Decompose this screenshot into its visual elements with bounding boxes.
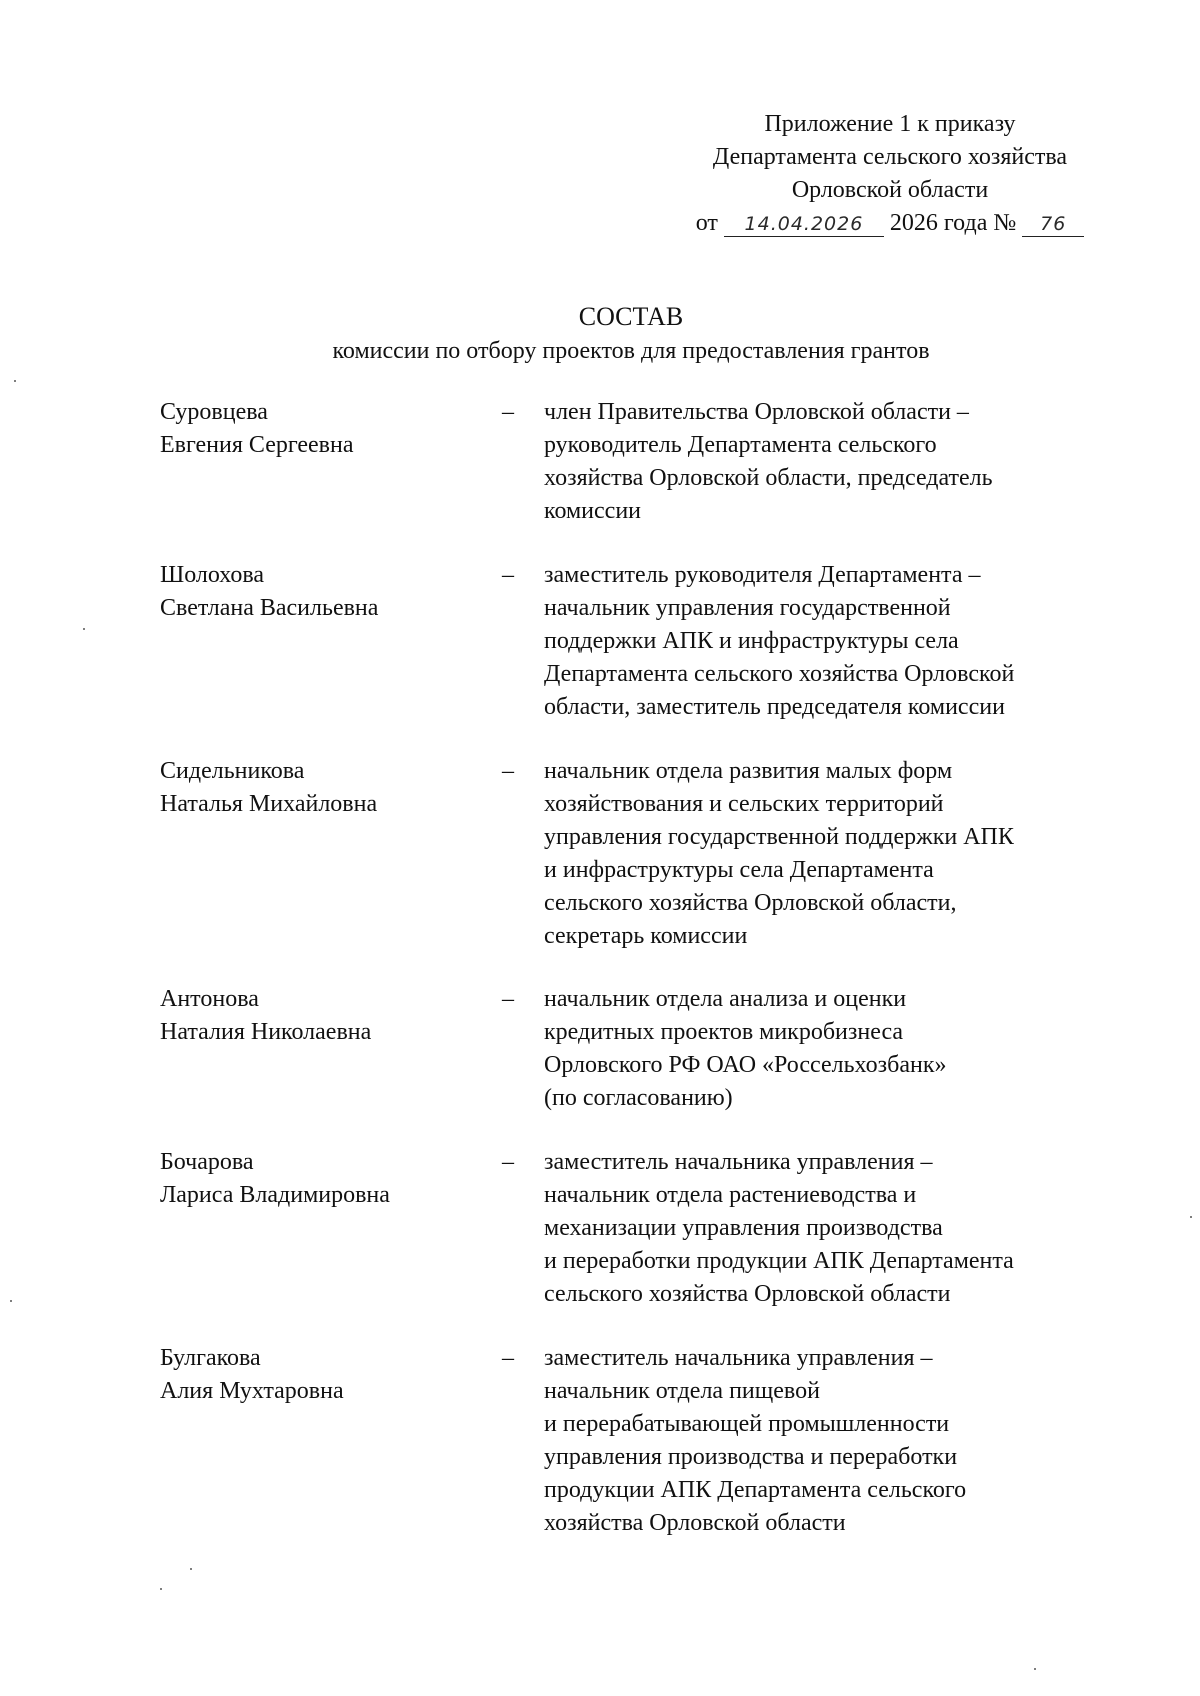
- position-line: начальник отдела растениеводства и: [544, 1182, 917, 1208]
- member-surname: Антонова: [160, 986, 259, 1012]
- member-surname: Сидельникова: [160, 758, 305, 784]
- scan-speck: [10, 1300, 12, 1302]
- member-name: [160, 559, 480, 625]
- member-surname: Бочарова: [160, 1149, 254, 1175]
- member-given-names: Наталия Николаевна: [160, 1019, 372, 1045]
- position-line: управления государственной поддержки АПК: [544, 824, 1014, 850]
- member-given-names: Наталья Михайловна: [160, 791, 378, 817]
- handwritten-order-number: 76: [1022, 212, 1084, 237]
- member-given-names: Алия Мухтаровна: [160, 1378, 344, 1404]
- position-line: Департамента сельского хозяйства Орловской: [544, 661, 1015, 687]
- separator-dash: –: [502, 758, 514, 784]
- member-name: [160, 755, 480, 821]
- appendix-line-2: Департамента сельского хозяйства: [712, 144, 1068, 170]
- position-line: секретарь комиссии: [544, 923, 748, 949]
- position-line: поддержки АПК и инфраструктуры села: [544, 628, 959, 654]
- position-line: заместитель начальника управления –: [544, 1345, 933, 1371]
- separator-dash: –: [502, 986, 514, 1012]
- member-position: [544, 396, 1144, 528]
- appendix-header: [600, 108, 1180, 240]
- member-name: [160, 1146, 480, 1212]
- position-line: и перерабатывающей промышленности: [544, 1411, 950, 1437]
- appendix-line-3: Орловской области: [791, 177, 989, 203]
- position-line: и переработки продукции АПК Департамента: [544, 1248, 1014, 1274]
- position-line: начальник отдела анализа и оценки: [544, 986, 907, 1012]
- separator-dash: –: [502, 1345, 514, 1371]
- member-given-names: Евгения Сергеевна: [160, 432, 354, 458]
- separator-dash: –: [502, 562, 514, 588]
- position-line: продукции АПК Департамента сельского: [544, 1477, 967, 1503]
- position-line: и инфраструктуры села Департамента: [544, 857, 934, 883]
- member-position: [544, 983, 1144, 1115]
- member-name: [160, 396, 480, 462]
- position-line: хозяйствования и сельских территорий: [544, 791, 944, 817]
- position-line: начальник отдела развития малых форм: [544, 758, 953, 784]
- position-line: хозяйства Орловской области: [544, 1510, 846, 1536]
- position-line: механизации управления производства: [544, 1215, 943, 1241]
- title-subtitle: комиссии по отбору проектов для предоставления грантов: [332, 338, 930, 364]
- member-position: [544, 1146, 1144, 1311]
- scan-speck: [1034, 1668, 1036, 1670]
- scan-speck: [190, 1568, 192, 1570]
- handwritten-date: 14.04.2026: [724, 212, 884, 237]
- document-title: [0, 300, 1200, 368]
- scan-speck: [83, 628, 85, 630]
- position-line: сельского хозяйства Орловской области: [544, 1281, 951, 1307]
- member-surname: Суровцева: [160, 399, 268, 425]
- position-line: начальник управления государственной: [544, 595, 951, 621]
- member-given-names: Светлана Васильевна: [160, 595, 379, 621]
- member-name: [160, 1342, 480, 1408]
- year-text: 2026 года №: [889, 210, 1017, 236]
- member-position: [544, 559, 1144, 724]
- scan-speck: [1190, 1216, 1192, 1218]
- member-given-names: Лариса Владимировна: [160, 1182, 390, 1208]
- position-line: области, заместитель председателя комиссии: [544, 694, 1005, 720]
- order-date-line: [600, 207, 1180, 240]
- position-line: начальник отдела пищевой: [544, 1378, 820, 1404]
- scan-speck: [160, 1588, 162, 1590]
- position-line: управления производства и переработки: [544, 1444, 958, 1470]
- appendix-line-1: Приложение 1 к приказу: [764, 111, 1016, 137]
- position-line: хозяйства Орловской области, председатель: [544, 465, 993, 491]
- position-line: заместитель руководителя Департамента –: [544, 562, 981, 588]
- title-main: СОСТАВ: [578, 302, 684, 331]
- date-prefix: от: [695, 210, 718, 236]
- position-line: (по согласованию): [544, 1085, 733, 1111]
- member-surname: Шолохова: [160, 562, 265, 588]
- member-name: [160, 983, 480, 1049]
- separator-dash: –: [502, 399, 514, 425]
- position-line: сельского хозяйства Орловской области,: [544, 890, 957, 916]
- member-position: [544, 1342, 1144, 1540]
- member-surname: Булгакова: [160, 1345, 261, 1371]
- position-line: заместитель начальника управления –: [544, 1149, 933, 1175]
- member-position: [544, 755, 1144, 953]
- position-line: кредитных проектов микробизнеса: [544, 1019, 904, 1045]
- position-line: комиссии: [544, 498, 642, 524]
- position-line: Орловского РФ ОАО «Россельхозбанк»: [544, 1052, 947, 1078]
- separator-dash: –: [502, 1149, 514, 1175]
- position-line: руководитель Департамента сельского: [544, 432, 937, 458]
- position-line: член Правительства Орловской области –: [544, 399, 969, 425]
- scan-speck: [14, 380, 16, 382]
